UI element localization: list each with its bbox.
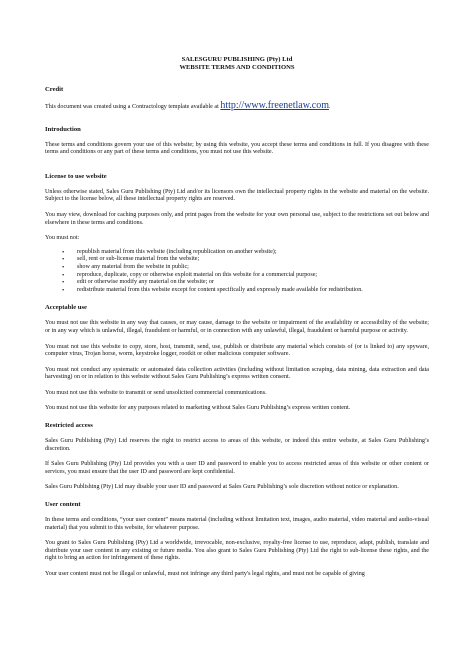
acceptable-use-paragraph-5: You must not use this website for any purposes related to marketing without Sales Guru Publishing’s express written content. xyxy=(45,405,351,412)
credit-text: This document was created using a Contractology template available at xyxy=(45,104,221,110)
license-paragraph-3: You must not: xyxy=(45,235,80,242)
credit-suffix: . xyxy=(328,104,331,110)
list-item: • sell, rent or sub-license material from the website; xyxy=(77,256,429,264)
user-content-paragraph-3: Your user content must not be illegal or unlawful, must not infringe any third party's legal rights, and must not be capable of giving xyxy=(45,571,365,577)
acceptable-use-paragraph-4: You must not use this website to transmit or send unsolicited commercial communications. xyxy=(45,389,267,396)
license-heading: License to use website xyxy=(45,172,107,180)
restricted-access-paragraph-3: Sales Guru Publishing (Pty) Ltd may disable your user ID and password at Sales Guru Publishing’s sole discretion without notice or explanation. xyxy=(45,484,399,491)
introduction-heading: Introduction xyxy=(45,125,81,133)
user-content-paragraph-1: In these terms and conditions, “your user content” means material (including without limitation text, images, audio material, video material and audio-visual material) that you submit to this website, for whatever purpose. xyxy=(45,517,429,531)
acceptable-use-paragraph-1: You must not use this website in any way that causes, or may cause, damage to the website or impairment of the availability or accessibility of the website; or in any way which is unlawful, illegal, fraudulent or harmful, or in connection with any unlawful, illegal, fraudulent or harmful purpose or activity. xyxy=(45,320,429,334)
acceptable-use-heading: Acceptable use xyxy=(45,304,87,312)
list-item: • reproduce, duplicate, copy or otherwise exploit material on this website for a commercial purpose; xyxy=(77,272,429,280)
introduction-paragraph: These terms and conditions govern your use of this website; by using this website, you accept these terms and conditions in full. If you disagree with these terms and conditions or any part of these terms and conditions, you must not use this website. xyxy=(45,141,429,156)
credit-heading: Credit xyxy=(45,86,64,93)
list-item: • show any material from the website in public; xyxy=(77,264,429,272)
acceptable-use-paragraph-3: You must not conduct any systematic or automated data collection activities (including without limitation scraping, data mining, data extraction and data harvesting) on or in relation to this website without Sales Guru Publishing’s express written consent. xyxy=(45,366,429,381)
document-title: WEBSITE TERMS AND CONDITIONS xyxy=(179,64,295,71)
restricted-access-paragraph-2: If Sales Guru Publishing (Pty) Ltd provides you with a user ID and password to enable you to access restricted areas of this website or other content or services, you must ensure that the user ID and password are kept confidential. xyxy=(45,461,429,475)
company-name: SALESGURU PUBLISHING (Pty) Ltd xyxy=(181,56,293,63)
license-paragraph-1: Unless otherwise stated, Sales Guru Publishing (Pty) Ltd and/or its licensors own the intellectual property rights in the website and material on the website. Subject to the license below, all these intellectual property rights are reserved. xyxy=(45,188,429,203)
license-paragraph-2: You may view, download for caching purposes only, and print pages from the website for your own personal use, subject to the restrictions set out below and elsewhere in these terms and conditions. xyxy=(45,211,429,226)
credit-paragraph xyxy=(45,102,429,112)
list-item: • redistribute material from this website except for content specifically and expressly made available for redistribution. xyxy=(77,287,429,295)
user-content-paragraph-2: You grant to Sales Guru Publishing (Pty) Ltd a worldwide, irrevocable, non-exclusive, royalty-free license to use, reproduce, adapt, publish, translate and distribute your user content in any existing or future media. You also grant to Sales Guru Publishing (Pty) Ltd the right to sub-license these rights, and the right to bring an action for infringement of these rights. xyxy=(45,540,429,562)
acceptable-use-paragraph-2: You must not use this website to copy, store, host, transmit, send, use, publish or distribute any material which consists of (or is linked to) any spyware, computer virus, Trojan horse, worm, keystroke logger, rootkit or other malicious computer software. xyxy=(45,343,429,358)
restricted-access-paragraph-1: Sales Guru Publishing (Pty) Ltd reserves the right to restrict access to areas of this website, or indeed this entire website, at Sales Guru Publishing’s discretion. xyxy=(45,438,429,452)
restrictions-list xyxy=(45,249,429,295)
user-content-heading: User content xyxy=(45,501,81,509)
restricted-access-heading: Restricted access xyxy=(45,422,93,430)
list-item: • edit or otherwise modify any material on the website; or xyxy=(77,279,429,287)
freenetlaw-link[interactable]: http://www.freenetlaw.com xyxy=(220,100,329,111)
list-item: • republish material from this website (including republication on another website); xyxy=(77,249,429,257)
